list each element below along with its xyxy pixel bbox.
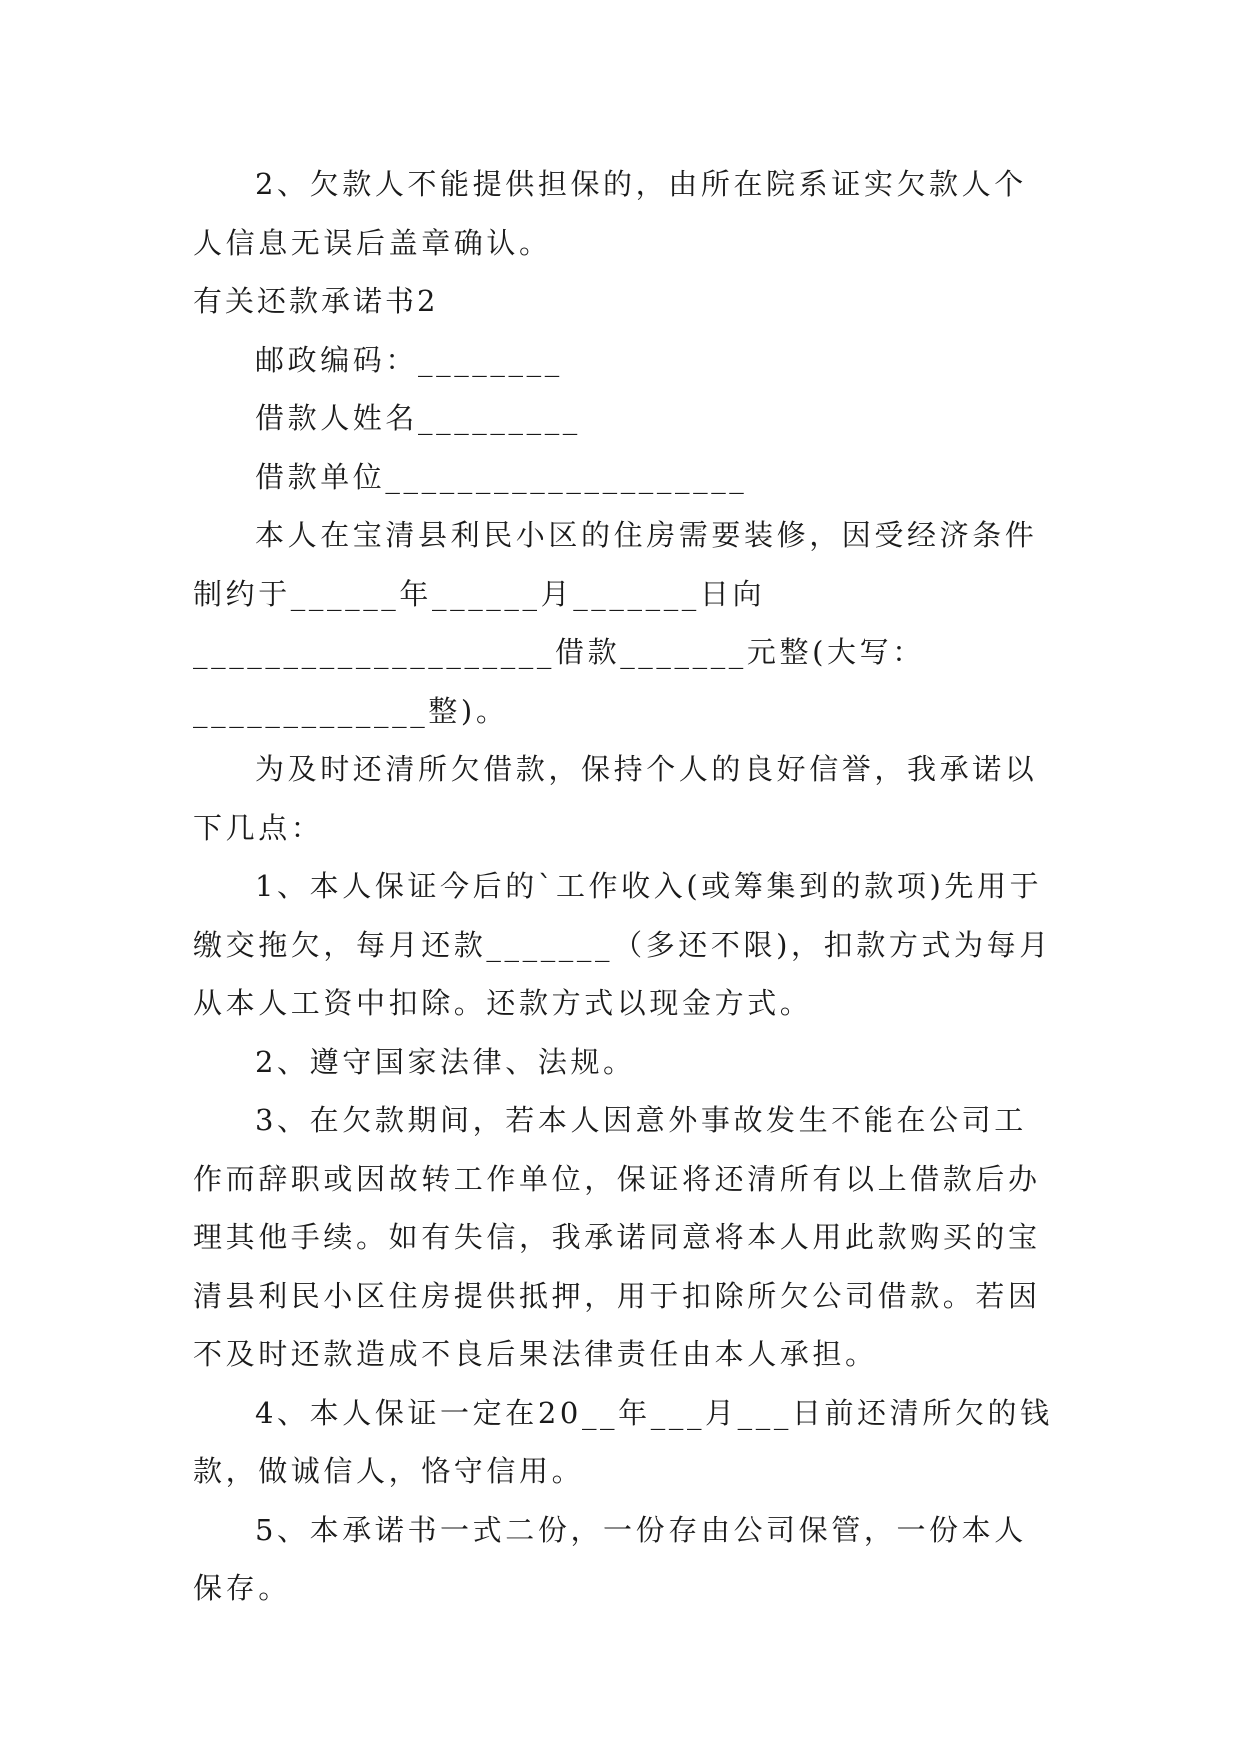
document-body xyxy=(193,155,1053,1618)
promise-item-2: 2、遵守国家法律、法规。 xyxy=(255,1044,636,1079)
promise-item-1: 1、本人保证今后的`工作收入(或筹集到的款项)先用于缴交拖欠，每月还款_______（多还不限)，扣款方式为每月从本人工资中扣除。还款方式以现金方式。 xyxy=(193,869,1052,1020)
borrower-unit-field: 借款单位____________________ xyxy=(255,459,748,494)
promise-item-4: 4、本人保证一定在20__年___月___日前还清所欠的钱款，做诚信人，恪守信用。 xyxy=(193,1395,1053,1488)
postcode-field: 邮政编码：________ xyxy=(255,342,563,377)
promise-item-5: 5、本承诺书一式二份，一份存由公司保管，一份本人保存。 xyxy=(193,1512,1027,1605)
document-heading: 有关还款承诺书2 xyxy=(193,284,439,318)
guarantee-paragraph: 2、欠款人不能提供担保的，由所在院系证实欠款人个人信息无误后盖章确认。 xyxy=(193,167,1027,260)
promise-item-3: 3、在欠款期间，若本人因意外事故发生不能在公司工作而辞职或因故转工作单位，保证将还清所有以上借款后办理其他手续。如有失信，我承诺同意将本人用此款购买的宝清县利民小区住房提供抵押，用于扣除所欠公司借款。若因不及时还款造成不良后果法律责任由本人承担。 xyxy=(193,1103,1041,1371)
borrower-name-field: 借款人姓名_________ xyxy=(255,401,581,435)
promise-paragraph: 为及时还清所欠借款，保持个人的良好信誉，我承诺以下几点： xyxy=(193,752,1038,845)
intro-paragraph: 本人在宝清县利民小区的住房需要装修，因受经济条件制约于______年______月_______日向____________________借款_______元整(大写：_____________整)。 xyxy=(193,518,1038,728)
